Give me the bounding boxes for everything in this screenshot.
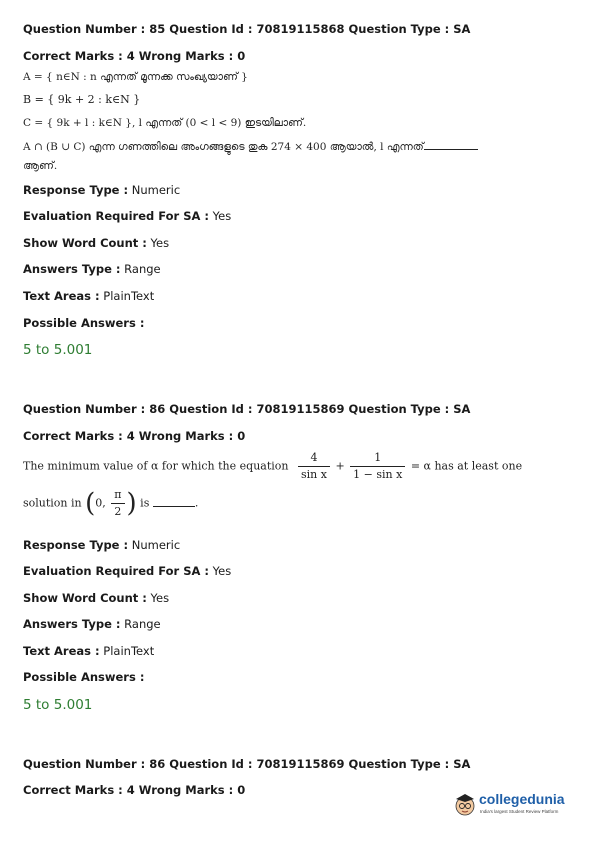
answers-type-label: Answers Type : [23, 617, 121, 631]
answers-type-value: Range [120, 262, 161, 276]
response-type-value: Numeric [128, 538, 181, 552]
question-85 [23, 22, 575, 36]
show-word-count [23, 591, 575, 605]
question-text: solution in [23, 496, 82, 510]
text-areas-value: PlainText [99, 289, 155, 303]
question-text-line [23, 488, 575, 519]
fraction-denominator: sin x [300, 468, 327, 481]
plus-sign: + [335, 459, 345, 473]
text-areas [23, 644, 575, 658]
period: . [194, 496, 199, 510]
answers-type [23, 262, 575, 276]
logo-wordmark: collegedunia [479, 791, 565, 807]
evaluation-required [23, 209, 575, 223]
collegedunia-logo [453, 790, 583, 820]
left-paren: ( [85, 488, 96, 519]
question-text-line [23, 139, 575, 154]
word-count-value: Yes [146, 236, 170, 250]
possible-answers-value: 5 to 5.001 [23, 342, 93, 358]
response-type-label: Response Type : [23, 183, 129, 197]
fraction-1-over-1-minus-sinx [350, 451, 405, 482]
question-header: Question Number : 86 Question Id : 70819115869 Question Type : SA [23, 402, 471, 416]
fraction-denominator: 1 − sin x [353, 468, 403, 481]
logo-tagline: India's largest Student Review Platform [480, 809, 559, 814]
answer-blank [153, 496, 195, 507]
response-type-value: Numeric [128, 183, 181, 197]
question-text: The minimum value of α for which the equation [23, 459, 289, 473]
question-header: Question Number : 86 Question Id : 70819115869 Question Type : SA [23, 757, 471, 771]
response-type [23, 538, 575, 552]
question-text-line: B = { 9k + 2 : k∈N } [23, 93, 141, 106]
right-paren: ) [126, 488, 137, 519]
eval-label: Evaluation Required For SA : [23, 564, 210, 578]
evaluation-required [23, 564, 575, 578]
eval-value: Yes [209, 564, 232, 578]
response-type [23, 183, 575, 197]
question-text-line: A = { n∈N : n എന്നത് മൂന്നക്ക സംഖ്യയാണ് } [23, 71, 248, 83]
question-text-line: ആണ്. [23, 160, 58, 172]
eval-label: Evaluation Required For SA : [23, 209, 210, 223]
word-count-label: Show Word Count : [23, 236, 147, 250]
fraction-numerator: 4 [298, 451, 330, 467]
fraction-numerator: 1 [350, 451, 405, 467]
answers-type-label: Answers Type : [23, 262, 121, 276]
fraction-numerator: π [111, 488, 124, 504]
marks-text: Correct Marks : 4 Wrong Marks : 0 [23, 49, 246, 63]
marks-text: Correct Marks : 4 Wrong Marks : 0 [23, 783, 246, 797]
fraction-denominator: 2 [114, 505, 122, 518]
question-text: A ∩ (B ∪ C) എന്ന ഗണത്തിലെ അംഗങ്ങളുടെ തുക 274 × 400 ആയാൽ, l എന്നത് [23, 141, 424, 153]
text-areas-label: Text Areas : [23, 644, 100, 658]
eval-value: Yes [209, 209, 232, 223]
marks-text: Correct Marks : 4 Wrong Marks : 0 [23, 429, 246, 443]
marks-row [23, 49, 575, 63]
possible-answers-label: Possible Answers : [23, 670, 145, 684]
question-header: Question Number : 85 Question Id : 70819115868 Question Type : SA [23, 22, 471, 36]
fraction-pi-over-2 [111, 488, 124, 519]
text-areas-label: Text Areas : [23, 289, 100, 303]
possible-answers-label: Possible Answers : [23, 316, 145, 330]
word-count-label: Show Word Count : [23, 591, 147, 605]
question-text: is [140, 496, 150, 510]
question-text-line [23, 451, 575, 482]
answers-type [23, 617, 575, 631]
answer-blank [424, 139, 478, 150]
interval-left: 0, [95, 496, 106, 510]
response-type-label: Response Type : [23, 538, 129, 552]
show-word-count [23, 236, 575, 250]
fraction-4-over-sinx [298, 451, 330, 482]
text-areas [23, 289, 575, 303]
possible-answers-value: 5 to 5.001 [23, 697, 93, 713]
word-count-value: Yes [146, 591, 170, 605]
answers-type-value: Range [120, 617, 161, 631]
question-text: = α has at least one [410, 459, 523, 473]
question-text-line: C = { 9k + l : k∈N }, l എന്നത് (0 < l < 9) ഇടയിലാണ്. [23, 117, 307, 129]
text-areas-value: PlainText [99, 644, 155, 658]
